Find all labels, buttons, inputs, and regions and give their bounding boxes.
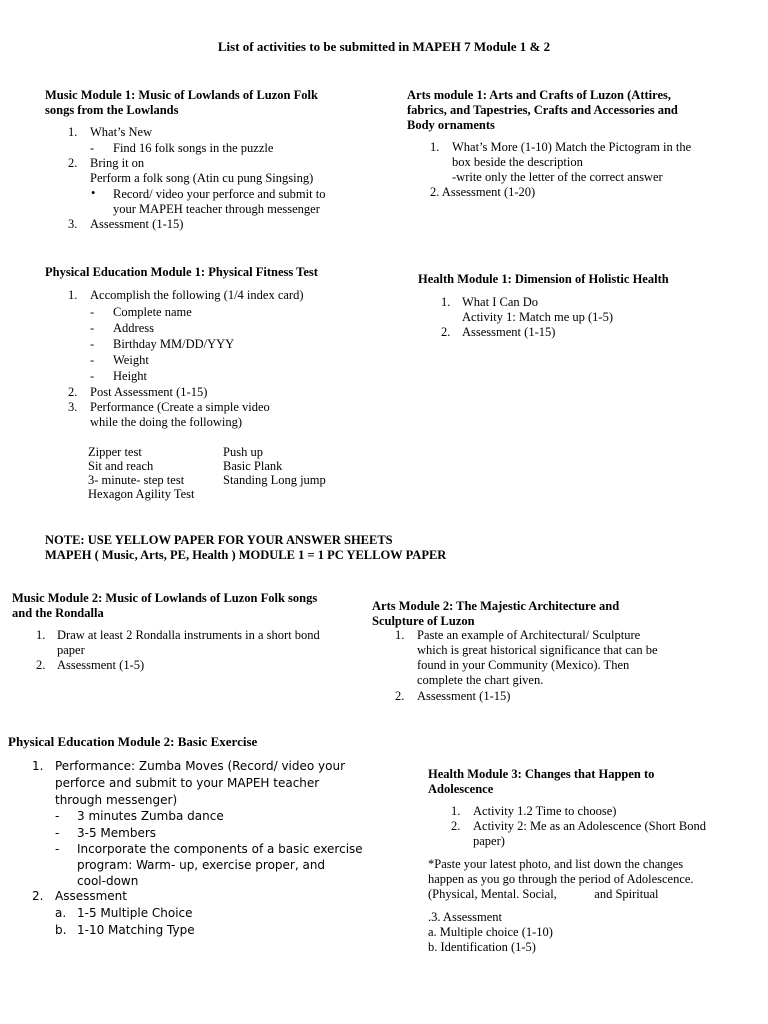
list-number: 2. (68, 385, 78, 399)
test-item: Push up (223, 445, 263, 459)
assessment-item: b. Identification (1-5) (428, 940, 536, 954)
list-number: 1. (441, 295, 451, 309)
arts2-heading-line2: Sculpture of Luzon (372, 614, 475, 628)
list-item-text: box beside the description (452, 155, 583, 169)
test-item: Basic Plank (223, 459, 283, 473)
list-subitem: your MAPEH teacher through messenger (113, 202, 320, 216)
assessment-heading: .3. Assessment (428, 910, 502, 924)
dash-marker: - (90, 337, 95, 351)
note-line-2: MAPEH ( Music, Arts, PE, Health ) MODULE 1 = 1 PC YELLOW PAPER (45, 548, 447, 562)
test-item: Hexagon Agility Test (88, 487, 195, 501)
list-item: Activity 1.2 Time to choose) (473, 804, 617, 818)
music2-heading-line2: and the Rondalla (12, 606, 104, 620)
list-item: Activity 2: Me as an Adolescence (Short Bond (473, 819, 706, 833)
list-item-text: perforce and submit to your MAPEH teacher (55, 776, 320, 790)
list-item-text: -write only the letter of the correct answer (452, 170, 663, 184)
arts1-heading-line1: Arts module 1: Arts and Crafts of Luzon (Attires, (407, 88, 671, 102)
list-number: 3. (68, 217, 78, 231)
list-item: Post Assessment (1-15) (90, 385, 208, 399)
list-subitem: Birthday MM/DD/YYY (113, 337, 235, 351)
test-item: Sit and reach (88, 459, 154, 473)
pe1-heading: Physical Education Module 1: Physical Fitness Test (45, 265, 318, 279)
list-item: Assessment (1-5) (57, 658, 145, 672)
music1-heading-line2: songs from the Lowlands (45, 103, 179, 117)
test-item: Zipper test (88, 445, 142, 459)
health3-heading-line2: Adolescence (428, 782, 494, 796)
bullet-icon: • (91, 186, 96, 200)
dash-marker: - (90, 141, 95, 155)
list-item-text: paper (57, 643, 85, 657)
list-number: 1. (430, 140, 440, 154)
list-item-text: paper) (473, 834, 505, 848)
dash-marker: - (90, 321, 95, 335)
list-subitem: cool-down (77, 874, 139, 888)
music1-heading-line1: Music Module 1: Music of Lowlands of Luzon Folk (45, 88, 318, 102)
list-item: Accomplish the following (1/4 index card) (90, 288, 304, 302)
list-subitem: program: Warm- up, exercise proper, and (77, 858, 326, 872)
list-item: Performance (Create a simple video (90, 400, 270, 414)
note-line-1: NOTE: USE YELLOW PAPER FOR YOUR ANSWER SHEETS (45, 533, 393, 547)
dash-marker: - (90, 353, 95, 367)
list-subitem: 3 minutes Zumba dance (77, 809, 224, 823)
list-item-text: through messenger) (55, 793, 178, 807)
paragraph-line: (Physical, Mental. Social, and Spiritual (428, 887, 659, 901)
list-item: Assessment (1-15) (462, 325, 556, 339)
list-subitem: 3-5 Members (77, 826, 157, 840)
list-number: 1. (68, 125, 78, 139)
list-number: 2. (68, 156, 78, 170)
assessment-item: a. Multiple choice (1-10) (428, 925, 553, 939)
list-number: 3. (68, 400, 78, 414)
dash-marker: - (55, 842, 60, 856)
list-subitem: Weight (113, 353, 149, 367)
list-subitem: Find 16 folk songs in the puzzle (113, 141, 274, 155)
list-item-text: which is great historical significance that can be (417, 643, 658, 657)
paragraph-line: happen as you go through the period of Adolescence. (428, 872, 694, 886)
list-item: Bring it on (90, 156, 145, 170)
arts1-heading-line2: fabrics, and Tapestries, Crafts and Accessories and (407, 103, 678, 117)
page-title: List of activities to be submitted in MAPEH 7 Module 1 & 2 (217, 39, 551, 54)
list-number: 2. (36, 658, 46, 672)
dash-marker: - (90, 369, 95, 383)
list-item-text: Perform a folk song (Atin cu pung Singsing) (90, 171, 314, 185)
dash-marker: - (55, 809, 60, 823)
list-item: What’s New (90, 125, 153, 139)
list-number: 1. (451, 804, 461, 818)
list-number: 1. (32, 759, 44, 773)
music2-heading-line1: Music Module 2: Music of Lowlands of Luzon Folk songs (12, 591, 318, 605)
test-item: Standing Long jump (223, 473, 326, 487)
list-subitem: Complete name (113, 305, 192, 319)
pe2-heading: Physical Education Module 2: Basic Exercise (8, 734, 258, 749)
list-item-text: Activity 1: Match me up (1-5) (462, 310, 614, 324)
list-letter: a. (55, 906, 67, 920)
list-item: Assessment (55, 889, 127, 903)
list-item: Assessment (1-15) (417, 689, 511, 703)
list-number: 2. (451, 819, 461, 833)
list-subitem: Incorporate the components of a basic exercise (77, 842, 363, 856)
arts2-heading-line1: Arts Module 2: The Majestic Architecture and (372, 599, 620, 613)
list-subitem: Height (113, 369, 148, 383)
list-item-text: while the doing the following) (90, 415, 243, 429)
dash-marker: - (55, 826, 60, 840)
list-letter: b. (55, 923, 67, 937)
list-number: 1. (36, 628, 46, 642)
health1-heading: Health Module 1: Dimension of Holistic Health (418, 272, 669, 286)
list-item: What’s More (1-10) Match the Pictogram in the (452, 140, 692, 154)
list-item: What I Can Do (462, 295, 539, 309)
list-number: 2. (32, 889, 44, 903)
list-subitem: 1-5 Multiple Choice (77, 906, 193, 920)
dash-marker: - (90, 305, 95, 319)
list-item: Paste an example of Architectural/ Sculpture (417, 628, 641, 642)
health3-heading-line1: Health Module 3: Changes that Happen to (428, 767, 655, 781)
list-item: 2. Assessment (1-20) (430, 185, 536, 199)
list-item: Performance: Zumba Moves (Record/ video your (55, 759, 346, 773)
list-item-text: complete the chart given. (417, 673, 544, 687)
test-item: 3- minute- step test (88, 473, 185, 487)
list-item: Draw at least 2 Rondalla instruments in a short bond (57, 628, 320, 642)
list-subitem: Address (113, 321, 154, 335)
paragraph-line: *Paste your latest photo, and list down the changes (428, 857, 684, 871)
list-subitem: 1-10 Matching Type (77, 923, 195, 937)
list-number: 1. (395, 628, 405, 642)
list-subitem: Record/ video your perforce and submit to (113, 187, 326, 201)
list-number: 1. (68, 288, 78, 302)
arts1-heading-line3: Body ornaments (407, 118, 495, 132)
list-item-text: found in your Community (Mexico). Then (417, 658, 630, 672)
list-number: 2. (441, 325, 451, 339)
list-item: Assessment (1-15) (90, 217, 184, 231)
list-number: 2. (395, 689, 405, 703)
